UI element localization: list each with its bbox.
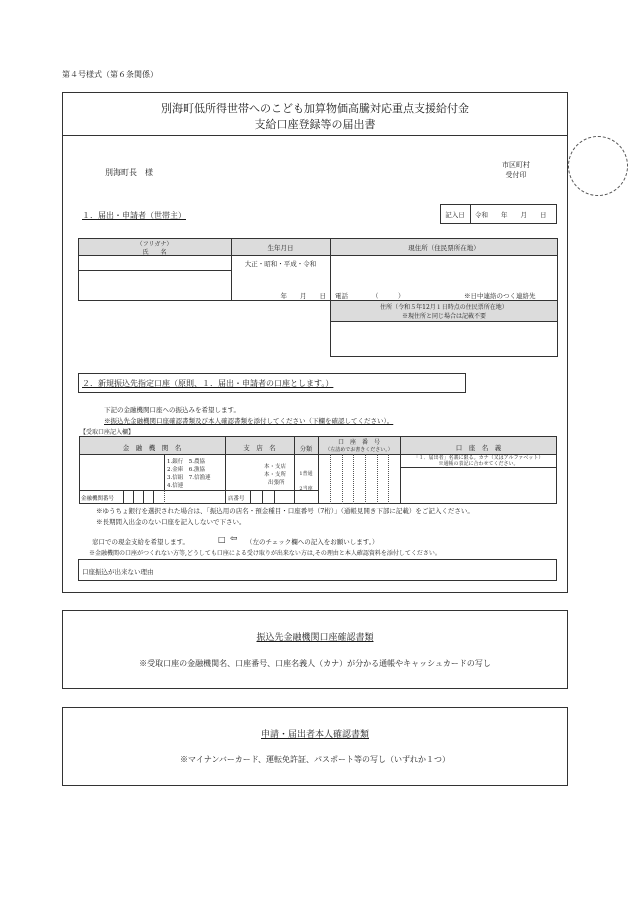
holder-note2: ※通帳の表記に合わせてください。 bbox=[438, 461, 519, 467]
bank-doc-text: ※受取口座の金融機関名、口座番号、口座名義人（カナ）が分かる通帳やキャッシュカードの写し bbox=[139, 659, 491, 668]
bank-name-header: 金 融 機 関 名 bbox=[122, 444, 182, 452]
account-number-header: 口 座 番 号 bbox=[337, 439, 380, 446]
holder-note-line bbox=[400, 467, 557, 468]
dob-ymd[interactable]: 年 月 日 bbox=[280, 292, 326, 300]
title-divider bbox=[62, 135, 568, 136]
bank-type-1[interactable]: 1.銀行 5.農協 bbox=[167, 459, 205, 465]
stamp-label-line1: 市区町村 bbox=[502, 161, 530, 169]
form-number: 第４号様式（第６条関係） bbox=[62, 70, 158, 79]
entry-date-label: 記入日 bbox=[445, 211, 465, 219]
address-label: 現住所（住民票所在地） bbox=[408, 244, 480, 252]
bank-doc-title: 振込先金融機関口座確認書類 bbox=[256, 633, 374, 643]
bank-type-3[interactable]: 3.信組 7.信漁連 bbox=[167, 475, 211, 481]
window-payment-instruction: （左のチェック欄への記入をお願いします。） bbox=[246, 538, 379, 546]
digit-divider bbox=[365, 454, 366, 504]
section2-intro1: 下記の金融機関口座への振込みを希望します。 bbox=[104, 406, 240, 414]
bank-type-2[interactable]: 2.金庫 6.漁協 bbox=[167, 467, 205, 473]
code-row-line bbox=[79, 490, 318, 491]
phone-label: 電話 bbox=[335, 292, 348, 300]
entry-date-field[interactable]: 令和 年 月 日 bbox=[475, 211, 547, 219]
note-yucho: ※ゆうちょ銀行を選択された場合は、「振込用の店名・預金種目・口座番号（7桁）」（通帳見開き下部に記載）をご記入ください。 bbox=[96, 507, 474, 515]
id-doc-title: 申請・届出者本人確認書類 bbox=[260, 730, 369, 740]
bank-type-divider bbox=[164, 454, 165, 490]
id-doc-box bbox=[62, 707, 568, 786]
entry-date-divider bbox=[470, 204, 471, 224]
name-label: 氏 名 bbox=[142, 249, 167, 256]
holder-note1: 「１．届出者」名義に限る。カナ（又はアルファベット） bbox=[413, 455, 544, 461]
account-table-label: 【受取口座記入欄】 bbox=[80, 429, 135, 436]
bank-type-4[interactable]: 4.信連 bbox=[167, 483, 184, 489]
phone-note: ※日中連絡のつく連絡先 bbox=[464, 292, 536, 300]
form-title-line2: 支給口座登録等の届出書 bbox=[254, 118, 376, 131]
dob-label: 生年月日 bbox=[267, 244, 294, 252]
note-long-unused: ※長期間入出金のない口座を記入しないで下さい。 bbox=[96, 518, 246, 526]
digit-divider bbox=[377, 454, 378, 504]
prev-address-line2: ※現住所と同じ場合は記載不要 bbox=[401, 313, 486, 320]
phone-field[interactable]: （ ） bbox=[372, 292, 405, 300]
branch-type-3[interactable]: 出張所 bbox=[268, 480, 285, 486]
branch-name-header: 支 店 名 bbox=[243, 444, 276, 452]
branch-code-cell[interactable] bbox=[250, 490, 251, 504]
addressee: 別海町長 様 bbox=[105, 168, 153, 177]
id-doc-text: ※マイナンバーカード、運転免許証、パスポート等の写し（いずれか１つ） bbox=[180, 755, 450, 764]
name-divider bbox=[78, 270, 231, 271]
section2-intro2: ※振込先金融機関口座確認書類及び本人確認書類を添付してください（下欄を確認してください）。 bbox=[104, 417, 394, 425]
reception-stamp-circle bbox=[568, 136, 628, 196]
type-header: 分類 bbox=[299, 446, 312, 453]
prev-address-line1: 住所（令和５年12月１日時点の住民票所在地） bbox=[380, 304, 508, 311]
bank-code-label: 金融機関番号 bbox=[81, 496, 115, 502]
arrow-left-icon: ⇦ bbox=[230, 534, 238, 544]
bank-code-end bbox=[164, 490, 165, 504]
window-payment-text: 窓口での現金支給を希望します。 bbox=[92, 538, 189, 546]
digit-divider bbox=[388, 454, 389, 504]
bank-doc-box bbox=[62, 610, 568, 689]
digit-divider bbox=[342, 454, 343, 504]
bank-code-cell[interactable] bbox=[123, 490, 124, 504]
window-payment-note: ※金融機関の口座がつくれない方等,どうしても口座による受け取りが出来ない方は,その理由と本人確認資料を添付してください。 bbox=[89, 550, 441, 557]
reason-label: 口座振込が出来ない理由 bbox=[82, 568, 154, 576]
digit-divider bbox=[353, 454, 354, 504]
bank-code-cell[interactable] bbox=[133, 490, 134, 504]
acct-type-current[interactable]: 2当座 bbox=[299, 486, 313, 492]
branch-code-label: 店番号 bbox=[228, 496, 245, 502]
era-options[interactable]: 大正・昭和・平成・令和 bbox=[244, 260, 317, 268]
stamp-label-line2: 受付印 bbox=[505, 171, 527, 179]
form-title-line1: 別海町低所得世帯へのこども加算物価高騰対応重点支援給付金 bbox=[161, 102, 469, 115]
account-number-note: （左詰めでお書きください。） bbox=[325, 447, 393, 453]
branch-code-cell[interactable] bbox=[274, 490, 275, 504]
section2-heading: ２．新規振込先指定口座（原則、１．届出・申請者の口座とします。） bbox=[82, 379, 334, 388]
branch-code-cell[interactable] bbox=[262, 490, 263, 504]
branch-type-1[interactable]: 本・支店 bbox=[264, 464, 287, 470]
prev-address-divider bbox=[330, 321, 558, 322]
acct-type-ordinary[interactable]: 1普通 bbox=[299, 471, 313, 477]
bank-code-cell[interactable] bbox=[153, 490, 154, 504]
digit-divider bbox=[330, 454, 331, 504]
section1-heading: １．届出・申請者（世帯主） bbox=[82, 211, 186, 220]
furigana-label: （フリガナ） bbox=[136, 241, 173, 248]
window-payment-checkbox[interactable]: □ bbox=[218, 535, 226, 544]
branch-type-2[interactable]: 本・支所 bbox=[264, 472, 287, 478]
account-holder-header: 口 座 名 義 bbox=[455, 444, 502, 452]
bank-code-cell[interactable] bbox=[143, 490, 144, 504]
